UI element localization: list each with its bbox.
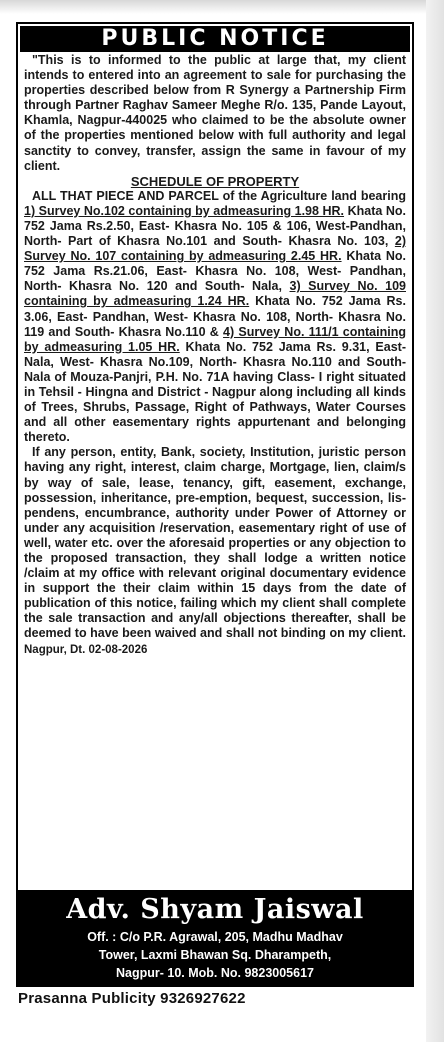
public-notice-box <box>16 22 414 987</box>
survey-4-text: Khata No. 752 Jama Rs. 9.31, East- Nala, West- Khasra No.109, North- Khasra No.110 and South- Nala of <box>24 339 406 384</box>
objection-after: from the date of publication of this notice, failing which my client shall complete the sale transaction and any/all objections thereafter, shall be deemed to have been waived and shall not binding on my client. <box>24 581 406 641</box>
survey-2-text: Khata No. 752 Jama Rs.21.06, East- Khasra No. 108, West- Pandhan, North- Khasra No. 120 and South- Nala, <box>24 249 406 294</box>
office-line-1: Off. : C/o P.R. Agrawal, 205, Madhu Madhav <box>87 930 343 944</box>
survey-3-label: 3) Survey No. 109 containing by admeasuring 1.24 HR. <box>24 279 406 309</box>
page-right-strip <box>426 0 444 1042</box>
intro-paragraph: "This is to informed to the public at large that, my client intends to entered into an agreement to sale for purchasing the properties described below from R Synergy a Partnership Firm through Partner Raghav Sameer Meghe R/o. 135, Pande Layout, Khamla, Nagpur-440025 who claimed to be the absolute owner of the properties mentioned below with full authority and legal sanctity to convey, transfer, assign the same in favour of my client. <box>24 53 406 173</box>
office-line-2: Tower, Laxmi Bhawan Sq. Dharampeth, <box>98 948 332 962</box>
mouza-name: Mouza-Panjri, <box>70 369 152 384</box>
survey-4-label: 4) Survey No. 111/1 containing by admeasuring 1.05 HR. <box>24 324 406 354</box>
advocate-footer <box>18 890 412 985</box>
objection-days: 15 days <box>241 581 292 596</box>
objection-before: If any person, entity, Bank, society, Institution, juristic person having any right, interest, claim charge, Mortgage, lien, claim/s by way of sale, lease, tenancy, gift, easement, exchange, possession, inheritance, pre-emption, bequest, succession, lis-pendens, encumbrance, authority under Power of Attorney or under any acquisition /reservation, easementary right of use of well, water etc. over the aforesaid properties or any objection to the proposed transaction, they shall lodge a written notice /claim at my office with relevant original documentary evidence in support the their claim within <box>24 445 406 596</box>
schedule-closing: along including all kinds of Trees, Shrubs, Passage, Right of Pathways, Water Courses and all other easementary rights appurtenant and belonging thereto. <box>24 384 406 445</box>
survey-1-text: Khata No. 752 Jama Rs.2.50, East- Khasra No. 105 & 106, West-Pandhan, North- Part of Khasra No.101 and South- Khasra No. 103, <box>24 203 406 249</box>
survey-2-label: 2) Survey No. 107 containing by admeasuring 2.45 HR. <box>24 234 406 264</box>
notice-body <box>18 52 412 658</box>
objection-paragraph <box>24 445 406 657</box>
publicity-credit: Prasanna Publicity 9326927622 <box>18 990 246 1007</box>
notice-heading: PUBLIC NOTICE <box>20 26 410 52</box>
page-top-strip <box>0 0 444 14</box>
schedule-paragraph <box>24 189 406 446</box>
advocate-name: Adv. Shyam Jaiswal <box>66 894 364 925</box>
place-date: Nagpur, Dt. 02-08-2026 <box>24 643 148 656</box>
schedule-title: SCHEDULE OF PROPERTY <box>130 173 300 189</box>
tehsil-district: Tehsil - Hingna and District - Nagpur <box>38 384 256 399</box>
schedule-mid-text: P.H. No. 71A having Class- I right situated in <box>24 369 406 399</box>
survey-1-label: 1) Survey No.102 containing by admeasuring 1.98 HR. <box>24 203 345 218</box>
survey-3-text: Khata No. 752 Jama Rs. 3.06, East- Pandhan, West- Khasra No. 108, North- Khasra No. 119 and South- Khasra No.110 & <box>24 294 406 339</box>
schedule-lead: ALL THAT PIECE AND PARCEL of the Agriculture land bearing <box>32 188 406 203</box>
office-line-3: Nagpur- 10. Mob. No. 9823005617 <box>116 966 314 980</box>
